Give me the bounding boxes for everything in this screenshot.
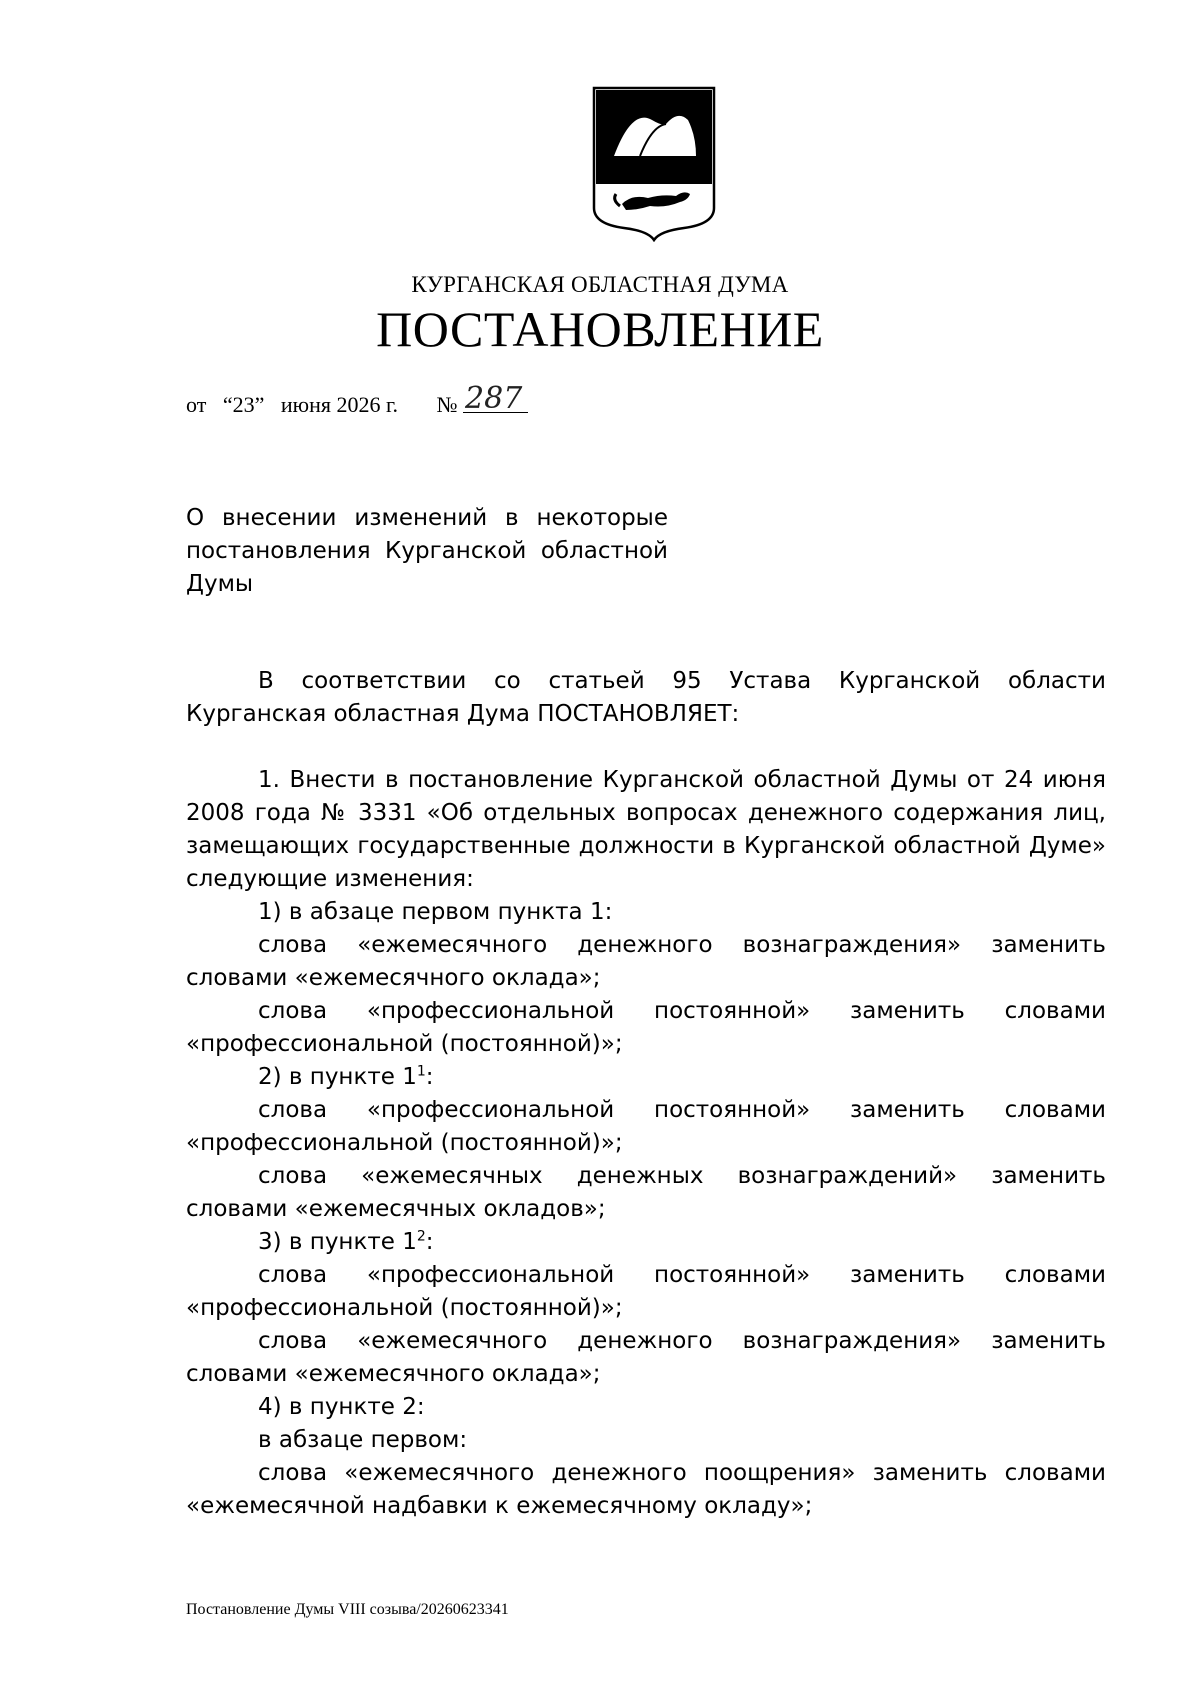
date-month-year: июня 2026 г. <box>280 392 399 417</box>
subitem-1: 1) в абзаце первом пункта 1: <box>258 899 613 925</box>
item-1-paragraph: 1. Внести в постановление Курганской областной Думы от 24 июня 2008 года № 3331 «Об отдельных вопросах денежного содержания лиц, замещающих государственные должности в Курганской областной Думе» следующие изменения: <box>186 767 1106 892</box>
preamble-paragraph: В соответствии со статьей 95 Устава Курганской области Курганская областная Дума ПОСТАНОВЛЯЕТ: <box>186 668 1106 727</box>
date-day: “23” <box>222 392 265 417</box>
number-label: № <box>436 392 458 417</box>
subitem-4-intro: в абзаце первом: <box>258 1427 468 1453</box>
subitem-2-a: слова «профессиональной постоянной» заменить словами «профессиональной (постоянной)»; <box>186 1097 1106 1156</box>
organization-name: КУРГАНСКАЯ ОБЛАСТНАЯ ДУМА <box>411 272 789 297</box>
subitem-1-b: слова «профессиональной постоянной» заменить словами «профессиональной (постоянной)»; <box>186 998 1106 1057</box>
subitem-1-a: слова «ежемесячного денежного вознаграждения» заменить словами «ежемесячного оклада»; <box>186 932 1106 991</box>
resolves-keyword: ПОСТАНОВЛЯЕТ: <box>537 701 740 727</box>
subitem-3: 3) в пункте $1^2$: <box>258 1228 434 1255</box>
subitem-3-a: слова «профессиональной постоянной» заменить словами «профессиональной (постоянной)»; <box>186 1262 1106 1321</box>
subitem-3-b: слова «ежемесячного денежного вознаграждения» заменить словами «ежемесячного оклада»; <box>186 1328 1106 1387</box>
document-body <box>186 665 1106 1523</box>
subitem-2-b: слова «ежемесячных денежных вознаграждений» заменить словами «ежемесячных окладов»; <box>186 1163 1106 1222</box>
coat-of-arms-emblem <box>592 86 716 242</box>
date-number-line <box>186 381 528 418</box>
document-subject: О внесении изменений в некоторые постановления Курганской областной Думы <box>186 505 668 597</box>
subitem-4-a: слова «ежемесячного денежного поощрения» заменить словами «ежемесячной надбавки к ежемесячному окладу»; <box>186 1460 1106 1519</box>
subitem-4: 4) в пункте 2: <box>258 1394 425 1420</box>
date-prefix: от <box>186 392 207 417</box>
document-type-title: ПОСТАНОВЛЕНИЕ <box>376 301 824 357</box>
document-footer-code: Постановление Думы VIII созыва/20260623341 <box>186 1601 509 1618</box>
document-number-handwritten: 287 <box>463 386 528 413</box>
subitem-2: 2) в пункте $1^1$: <box>258 1063 434 1090</box>
